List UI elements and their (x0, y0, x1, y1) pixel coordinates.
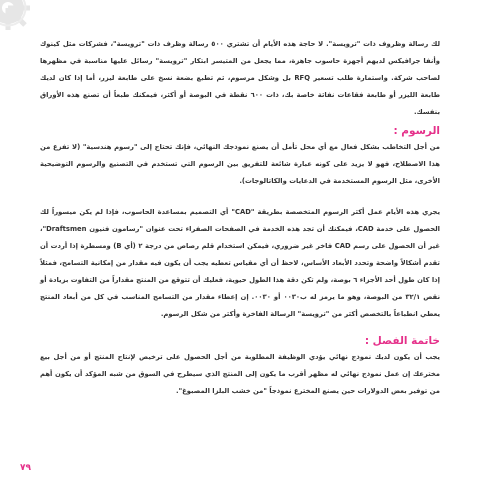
gear-icon (0, 0, 42, 42)
paragraph-letterhead: لك رسالة وظروف ذات "ترويسة". لا حاجة هذه الأيام أن تشتري ٥٠٠ رسالة وظرف ذات "ترويسة"، فشركات مثل كينوك وأنفا جرافيكس لديهم أجهزة حاسوب جاهزة، مما يجعل من المتيسر ابتكار "ترويسة" رسائل عليها مناسبة في مظهرها لصاحب شركة. واستمارة طلب تسعير RFQ بل وشكل مرسوم، ثم تطبع بضعة نسخ على طابعة ليزر، أما إذا كان لديك طابعة الليزر أو طابعة فقاعات نفاثة خاصة بك، ذات ٦٠٠ نقطة في البوصة أو أكثر، فيمكنك طبعاً أن تصنع هذه الأوراق بنفسك. (40, 40, 440, 116)
heading-chapter-conclusion: خاتمة الفصل : (364, 335, 440, 347)
page-number: ٧٩ (20, 463, 31, 473)
text-column (40, 28, 440, 400)
paragraph-cad: يجري هذه الأيام عمل أكثر الرسوم المتخصصة بطريقة "CAD" أي التصميم بمساعدة الحاسوب، فإذا لم يكن ميسوراً لك الحصول على خدمة CAD، فيمكنك أن تجد هذه الخدمة في الصفحات الصفراء تحت عنوان "رسامون فنيون Draftsmen"، غير أن الحصول على رسم CAD فاخر غير ضروري، فيمكن استخدام قلم رصاص من درجة ٢ (أي B) ومسطرة إذا أردت أن تقدم أشكالاً واضحة وتحدد الأبعاد الأساس، لاحظ أن أي مقياس تعطيه يجب أن يكون فيه مقدار من إمكانية التسامح، فمثلاً إذا كان طول أحد الأجزاء ٦ بوصة، ولم تكن دقة هذا الطول حيوية، فعليك أن تتوقع من المنتج مقداراً من التفاوت بزيادة أو نقص ٣٢/١ من البوصة، وهو ما يرمز له ب٠٠٣٠ أو ٠٠٣٠. إن إعطاء مقدار من التسامح المناسب في كل من أبعاد المنتج يعطي انطباعاً بالتخصص أكثر من "ترويسة" الرسالة الفاخرة وأكثر من شكل الرسوم. (40, 208, 441, 318)
paragraph-conclusion: يجب أن يكون لديك نموذج نهائي يؤدي الوظيفة المطلوبة من أجل الحصول على ترخيص لإنتاج المنتج أو من أجل بيع مخترعك إن عمل نموذج نهائي له مظهر أقرب ما يكون إلى المنتج الذي سيطرح في السوق من شبه المؤكد أن يكون أهم من توفير بعض الدولارات حين يصنع المخترع نموذجاً "من خشب البلزا المصبوغ". (40, 353, 440, 395)
heading-drawings: الرسوم : (393, 125, 440, 137)
paragraph-engineering-drawings: من أجل التخاطب بشكل فعال مع أي محل تأمل أن يصنع نموذجك النهائي، فإنك تحتاج إلى "رسوم هندسية" (لا تفزع من هذا الاصطلاح، فهو لا يزيد على كونه عبارة شائعة للتفريق بين الرسوم التي تستخدم في التصنيع والرسوم التوضيحية الأخرى، مثل الرسوم المستخدمة في الدعايات والكاتالوجات). (40, 143, 440, 185)
